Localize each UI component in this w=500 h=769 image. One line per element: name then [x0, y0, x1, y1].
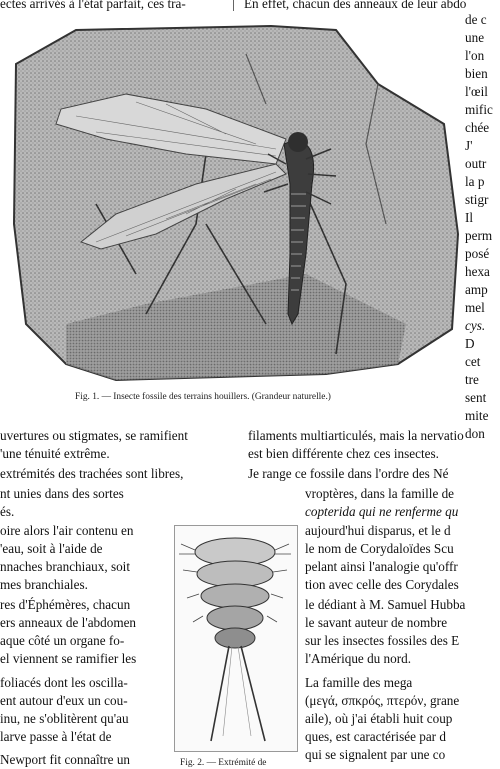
- text-line: cet: [465, 354, 481, 369]
- text-line: foliacés dont les oscilla-: [0, 675, 128, 690]
- abdomen-illustration: [175, 526, 297, 751]
- text-line: copterida qui ne renferme qu: [305, 504, 459, 519]
- header-divider: |: [232, 0, 235, 11]
- header-right: En effet, chacun des anneaux de leur abdo: [244, 0, 467, 11]
- text-line: inu, ne s'oblitèrent qu'au: [0, 711, 129, 726]
- fossil-insect-illustration: [6, 24, 462, 386]
- text-line: qui se signalent par une co: [305, 747, 446, 762]
- figure2-caption-line1: Fig. 2. — Extrémité de: [180, 758, 267, 768]
- text-line: don: [465, 426, 485, 441]
- figure1-caption: Fig. 1. — Insecte fossile des terrains houillers. (Grandeur naturelle.): [75, 392, 331, 402]
- text-line: cys.: [465, 318, 486, 333]
- text-line: hexa: [465, 264, 490, 279]
- text-line: outr: [465, 156, 487, 171]
- text-line: aile), où j'ai établi huit coup: [305, 711, 453, 726]
- text-line: mific: [465, 102, 493, 117]
- text-line: oire alors l'air contenu en: [0, 523, 134, 538]
- text-line: mel: [465, 300, 485, 315]
- abdomen-figure: [174, 525, 298, 752]
- text-line: Je range ce fossile dans l'ordre des Né: [248, 466, 449, 481]
- text-line: tre: [465, 372, 479, 387]
- text-line: Newport fit connaître un: [0, 752, 131, 767]
- text-line: mite: [465, 408, 489, 423]
- text-line: une: [465, 30, 485, 45]
- text-line: l'œil: [465, 84, 488, 99]
- text-line: filaments multiarticulés, mais la nervatio: [248, 428, 464, 443]
- text-line: aujourd'hui disparus, et le d: [305, 523, 451, 538]
- text-line: és.: [0, 504, 15, 519]
- text-line: res d'Éphémères, chacun: [0, 597, 131, 612]
- text-line: aque côté un organe fo-: [0, 633, 125, 648]
- text-line: pelant ainsi l'analogie qu'offr: [305, 559, 458, 574]
- text-line: mes branchiales.: [0, 577, 88, 592]
- text-line: uvertures ou stigmates, se ramifient: [0, 428, 188, 443]
- text-line: vroptères, dans la famille de: [305, 486, 455, 501]
- text-line: el viennent se ramifier les: [0, 651, 137, 666]
- text-line: tion avec celle des Corydales: [305, 577, 459, 592]
- text-line: 'une ténuité extrême.: [0, 446, 110, 461]
- text-line: posé: [465, 246, 490, 261]
- header-left: ectes arrivés à l'état parfait, ces tra-: [0, 0, 186, 11]
- text-line: l'Amérique du nord.: [305, 651, 412, 666]
- text-line: extrémités des trachées sont libres,: [0, 466, 184, 481]
- text-line: bien: [465, 66, 488, 81]
- text-line: le dédiant à M. Samuel Hubba: [305, 597, 466, 612]
- text-line: La famille des mega: [305, 675, 413, 690]
- text-line: chée: [465, 120, 490, 135]
- fossil-insect-figure: [6, 24, 462, 386]
- text-line: le nom de Corydaloïdes Scu: [305, 541, 454, 556]
- text-line: ques, est caractérisée par d: [305, 729, 446, 744]
- text-line: ent autour d'eux un cou-: [0, 693, 128, 708]
- text-line: stigr: [465, 192, 489, 207]
- text-line: D: [465, 336, 475, 351]
- text-line: sent: [465, 390, 487, 405]
- text-line: sur les insectes fossiles des E: [305, 633, 460, 648]
- text-line: 'eau, soit à l'aide de: [0, 541, 103, 556]
- text-line: perm: [465, 228, 493, 243]
- text-line: le savant auteur de nombre: [305, 615, 448, 630]
- text-line: ers anneaux de l'abdomen: [0, 615, 137, 630]
- text-line: la p: [465, 174, 485, 189]
- text-line: larve passe à l'état de: [0, 729, 112, 744]
- text-line: nnaches branchiaux, soit: [0, 559, 131, 574]
- text-line: Il: [465, 210, 474, 225]
- text-line: de c: [465, 12, 487, 27]
- text-line: l'on: [465, 48, 485, 63]
- text-line: est bien différente chez ces insectes.: [248, 446, 439, 461]
- text-line: J': [465, 138, 473, 153]
- text-line: (μεγά, σπκρός, πτερόν, grane: [305, 693, 460, 708]
- text-line: nt unies dans des sortes: [0, 486, 124, 501]
- text-line: amp: [465, 282, 488, 297]
